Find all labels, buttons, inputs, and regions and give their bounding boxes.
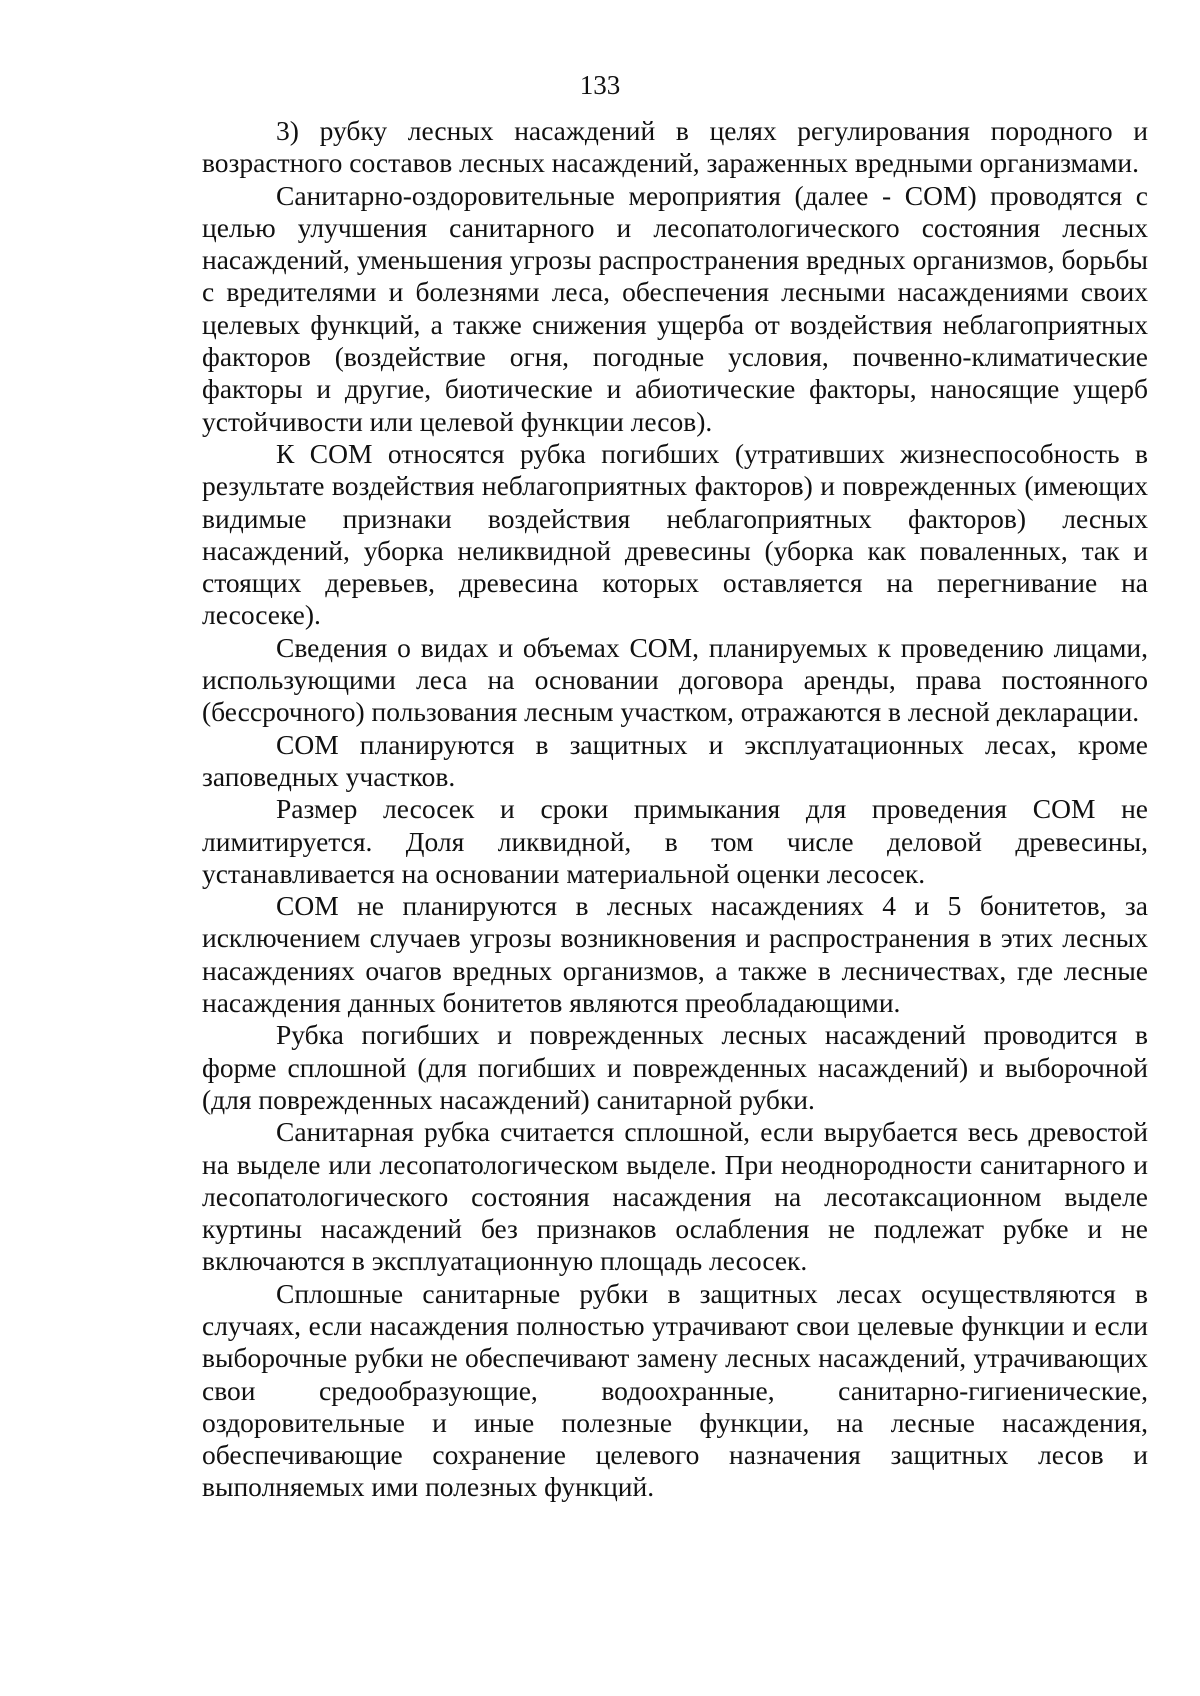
paragraph-5: СОМ планируются в защитных и эксплуатационных лесах, кроме заповедных участков.	[202, 728, 1148, 792]
paragraph-4: Сведения о видах и объемах СОМ, планируемых к проведению лицами, использующими леса на основании договора аренды, права постоянного (бессрочного) пользования лесным участком, отражаются в лесной декларации.	[202, 631, 1148, 728]
paragraph-6: Размер лесосек и сроки примыкания для проведения СОМ не лимитируется. Доля ликвидной, в том числе деловой древесины, устанавливается на основании материальной оценки лесосек.	[202, 793, 1148, 889]
paragraph-9: Санитарная рубка считается сплошной, если вырубается весь древостой на выделе или лесопатологическом выделе. При неоднородности санитарного и лесопатологического состояния насаждения на лесотаксационном выделе куртины насаждений без признаков ослабления не подлежат рубке и не включаются в эксплуатационную площадь лесосек.	[202, 1116, 1148, 1277]
paragraph-2: Санитарно-оздоровительные мероприятия (далее - СОМ) проводятся с целью улучшения санитарного и лесопатологического состояния лесных насаждений, уменьшения угрозы распространения вредных организмов, борьбы с вредителями и болезнями леса, обеспечения лесными насаждениями своих целевых функций, а также снижения ущерба от воздействия неблагоприятных факторов (воздействие огня, погодные условия, почвенно-климатические факторы и другие, биотические и абиотические факторы, наносящие ущерб устойчивости или целевой функции лесов).	[202, 179, 1148, 437]
paragraph-10: Сплошные санитарные рубки в защитных лесах осуществляются в случаях, если насаждения полностью утрачивают свои целевые функции и если выборочные рубки не обеспечивают замену лесных насаждений, утрачивающих свои средообразующие, водоохранные, санитарно-гигиенические, оздоровительные и иные полезные функции, на лесные насаждения, обеспечивающие сохранение целевого назначения защитных лесов и выполняемых ими полезных функций.	[202, 1277, 1148, 1503]
paragraph-7: СОМ не планируются в лесных насаждениях 4 и 5 бонитетов, за исключением случаев угрозы возникновения и распространения в этих лесных насаждениях очагов вредных организмов, а также в лесничествах, где лесные насаждения данных бонитетов являются преобладающими.	[202, 890, 1148, 1019]
document-body	[202, 115, 1148, 1504]
paragraph-3: К СОМ относятся рубка погибших (утративших жизнеспособность в результате воздействия неблагоприятных факторов) и поврежденных (имеющих видимые признаки воздействия неблагоприятных факторов) лесных насаждений, уборка неликвидной древесины (уборка как поваленных, так и стоящих деревьев, древесина которых оставляется на перегнивание на лесосеке).	[202, 437, 1148, 631]
paragraph-8: Рубка погибших и поврежденных лесных насаждений проводится в форме сплошной (для погибших и поврежденных насаждений) и выборочной (для поврежденных насаждений) санитарной рубки.	[202, 1019, 1148, 1115]
paragraph-1: 3) рубку лесных насаждений в целях регулирования породного и возрастного составов лесных насаждений, зараженных вредными организмами.	[202, 115, 1148, 179]
page-number: 133	[579, 70, 621, 100]
